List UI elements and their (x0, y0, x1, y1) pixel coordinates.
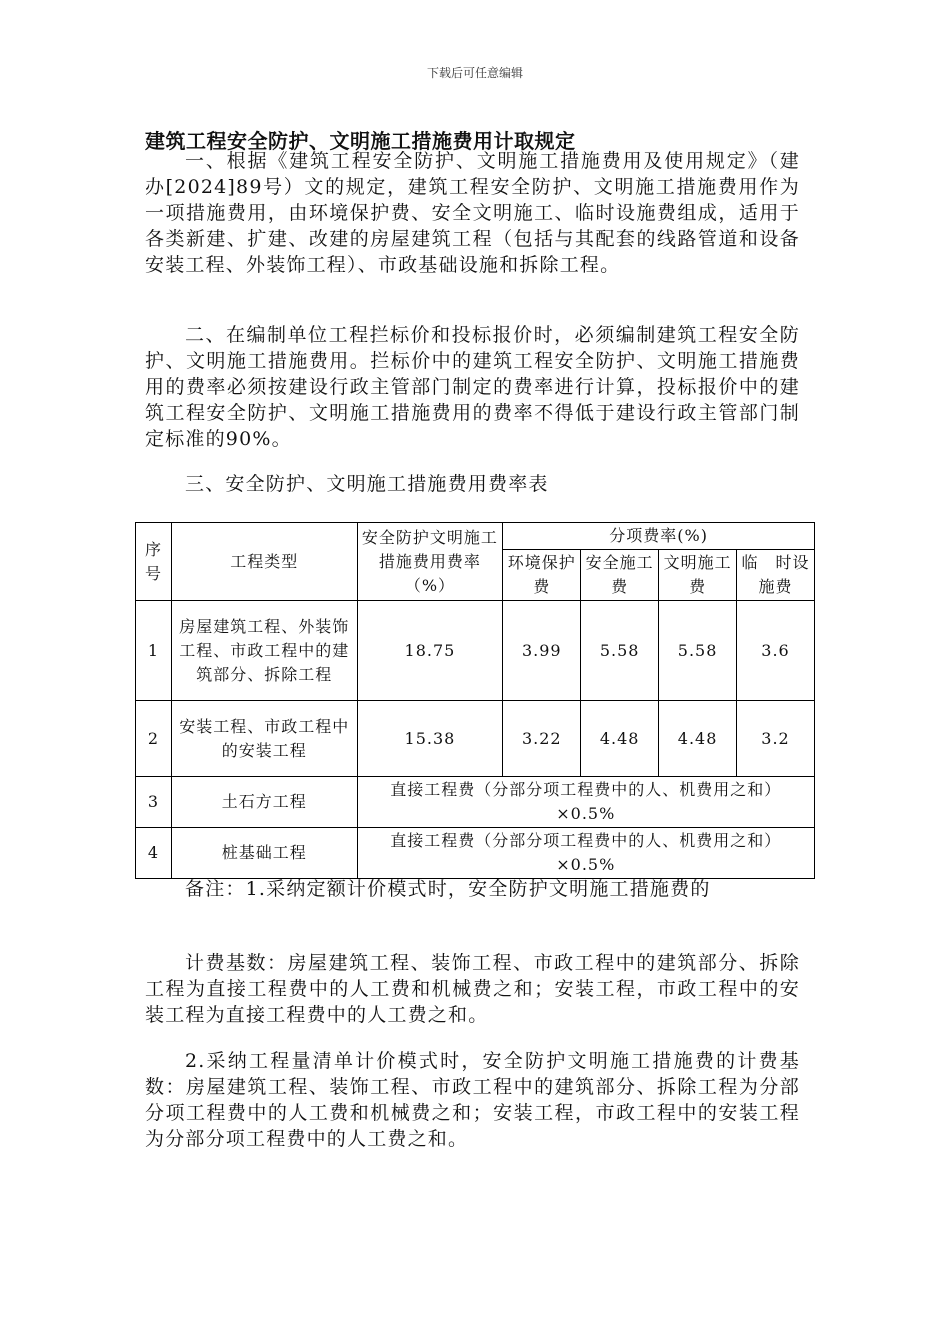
cell-seq: 3 (136, 777, 172, 828)
cell-civil: 4.48 (659, 701, 737, 777)
header-seq: 序号 (136, 523, 172, 601)
cell-seq: 1 (136, 601, 172, 701)
header-civil-fee: 文明施工费 (659, 550, 737, 601)
cell-civil: 5.58 (659, 601, 737, 701)
cell-safety: 4.48 (581, 701, 659, 777)
cell-temp: 3.2 (737, 701, 815, 777)
table-row (136, 777, 815, 828)
cell-type: 土石方工程 (171, 777, 357, 828)
document-title: 建筑工程安全防护、文明施工措施费用计取规定 (145, 129, 576, 153)
table-caption: 三、安全防护、文明施工措施费用费率表 (185, 473, 549, 495)
remark-1-continued: 计费基数：房屋建筑工程、装饰工程、市政工程中的建筑部分、拆除工程为直接工程费中的人工费和机械费之和；安装工程，市政工程中的安装工程为直接工程费中的人工费之和。 (145, 952, 800, 1026)
header-sub-rate: 分项费率(%) (503, 523, 815, 550)
header-total-rate: 安全防护文明施工措施费用费率（%） (357, 523, 503, 601)
header-safety-fee: 安全施工费 (581, 550, 659, 601)
cell-env: 3.22 (503, 701, 581, 777)
table-row (136, 701, 815, 777)
header-project-type: 工程类型 (171, 523, 357, 601)
fee-rate-table (135, 522, 815, 879)
table-row (136, 601, 815, 701)
cell-type: 安装工程、市政工程中的安装工程 (171, 701, 357, 777)
header-env-fee: 环境保护费 (503, 550, 581, 601)
paragraph-1: 一、根据《建筑工程安全防护、文明施工措施费用及使用规定》（建办[2024]89号）文的规定，建筑工程安全防护、文明施工措施费用作为一项措施费用，由环境保护费、安全文明施工、临时设施费组成，适用于各类新建、扩建、改建的房屋建筑工程（包括与其配套的线路管道和设备安装工程、外装饰工程）、市政基础设施和拆除工程。 (145, 150, 800, 276)
cell-env: 3.99 (503, 601, 581, 701)
cell-formula: 直接工程费（分部分项工程费中的人、机费用之和）×0.5% (357, 828, 814, 879)
cell-temp: 3.6 (737, 601, 815, 701)
paragraph-2: 二、在编制单位工程拦标价和投标报价时，必须编制建筑工程安全防护、文明施工措施费用。拦标价中的建筑工程安全防护、文明施工措施费用的费率必须按建设行政主管部门制定的费率进行计算，投标报价中的建筑工程安全防护、文明施工措施费用的费率不得低于建设行政主管部门制定标准的90%。 (145, 324, 800, 450)
cell-rate: 15.38 (357, 701, 503, 777)
cell-seq: 4 (136, 828, 172, 879)
remark-2: 2.采纳工程量清单计价模式时，安全防护文明施工措施费的计费基数：房屋建筑工程、装饰工程、市政工程中的建筑部分、拆除工程为分部分项工程费中的人工费和机械费之和；安装工程，市政工程中的安装工程为分部分项工程费中的人工费之和。 (145, 1050, 800, 1150)
table-row (136, 828, 815, 879)
cell-type: 房屋建筑工程、外装饰工程、市政工程中的建筑部分、拆除工程 (171, 601, 357, 701)
cell-formula: 直接工程费（分部分项工程费中的人、机费用之和）×0.5% (357, 777, 814, 828)
header-temp-fee: 临 时设施费 (737, 550, 815, 601)
page-header-note: 下载后可任意编辑 (426, 66, 523, 80)
cell-seq: 2 (136, 701, 172, 777)
cell-type: 桩基础工程 (171, 828, 357, 879)
remark-1: 备注：1.采纳定额计价模式时，安全防护文明施工措施费的 (185, 878, 711, 900)
cell-rate: 18.75 (357, 601, 503, 701)
cell-safety: 5.58 (581, 601, 659, 701)
